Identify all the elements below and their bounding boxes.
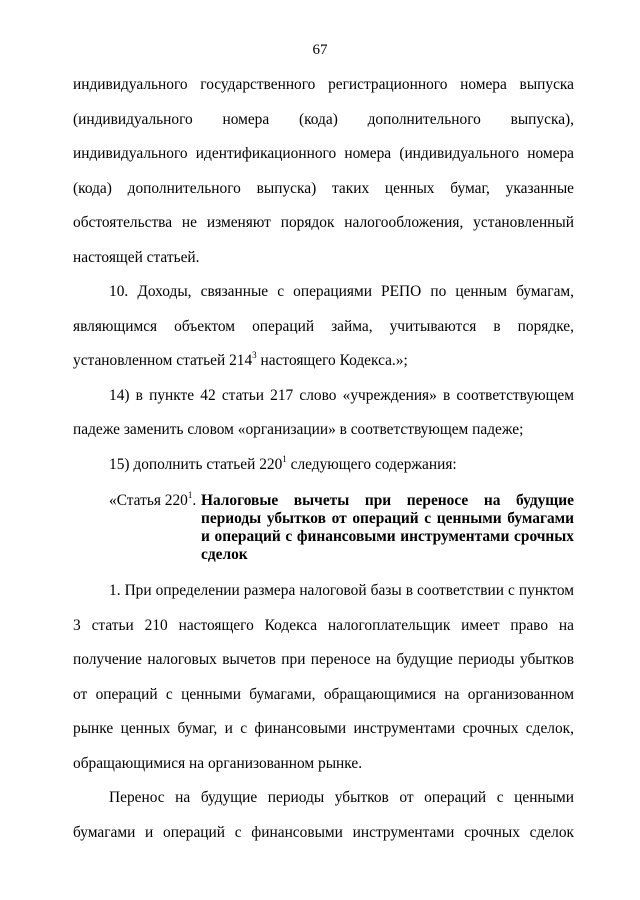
article-title: Налоговые вычеты при переносе на будущие периоды убытков от операций с ценными бумагами и операций с финансовыми инструментами срочных сделок: [201, 492, 574, 563]
paragraph-15-text: 15) дополнить статьей 220: [109, 455, 283, 473]
paragraph-10: [73, 275, 574, 379]
paragraph-15-tail: следующего содержания:: [286, 455, 457, 473]
article-label-text: «Статья 220: [109, 492, 188, 509]
paragraph-15-superscript: 1: [282, 453, 287, 464]
paragraph-10-text: 10. Доходы, связанные с операциями РЕПО по ценным бумагам, являющимся объектом операций займа, учитываются в порядке, установленном статьей 214: [73, 283, 574, 369]
page-number: 67: [312, 42, 328, 58]
paragraph-continuation: индивидуального государственного регистрационного номера выпуска (индивидуального номера (кода) дополнительного выпуска), индивидуального идентификационного номера (индивидуального номера (кода) дополнительного выпуска) таких ценных бумаг, указанные обстоятельства не изменяют порядок налогообложения, установленный настоящей статьей.: [73, 76, 574, 266]
article-label-superscript: 1: [187, 490, 193, 500]
article-label: [109, 492, 196, 510]
paragraph-10-tail: настоящего Кодекса.»;: [256, 352, 408, 369]
article-label-dot: .: [192, 492, 197, 509]
article-heading: [73, 492, 574, 564]
paragraph-15: [73, 448, 574, 483]
paragraph-transfer: Перенос на будущие периоды убытков от операций с ценными бумагами и операций с финансовыми инструментами срочных сделок: [73, 789, 574, 841]
paragraph-10-superscript: 3: [252, 350, 257, 360]
document-body: [73, 68, 574, 850]
paragraph-1: 1. При определении размера налоговой базы в соответствии с пунктом 3 статьи 210 настоящего Кодекса налогоплательщик имеет право на получение налоговых вычетов при переносе на будущие периоды убытков от операций с ценными бумагами, обращающимися на организованном рынке ценных бумаг, и с финансовыми инструментами срочных сделок, обращающимися на организованном рынке.: [73, 582, 574, 772]
paragraph-14: 14) в пункте 42 статьи 217 слово «учреждения» в соответствующем падеже заменить словом «организации» в соответствующем падеже;: [73, 386, 574, 438]
